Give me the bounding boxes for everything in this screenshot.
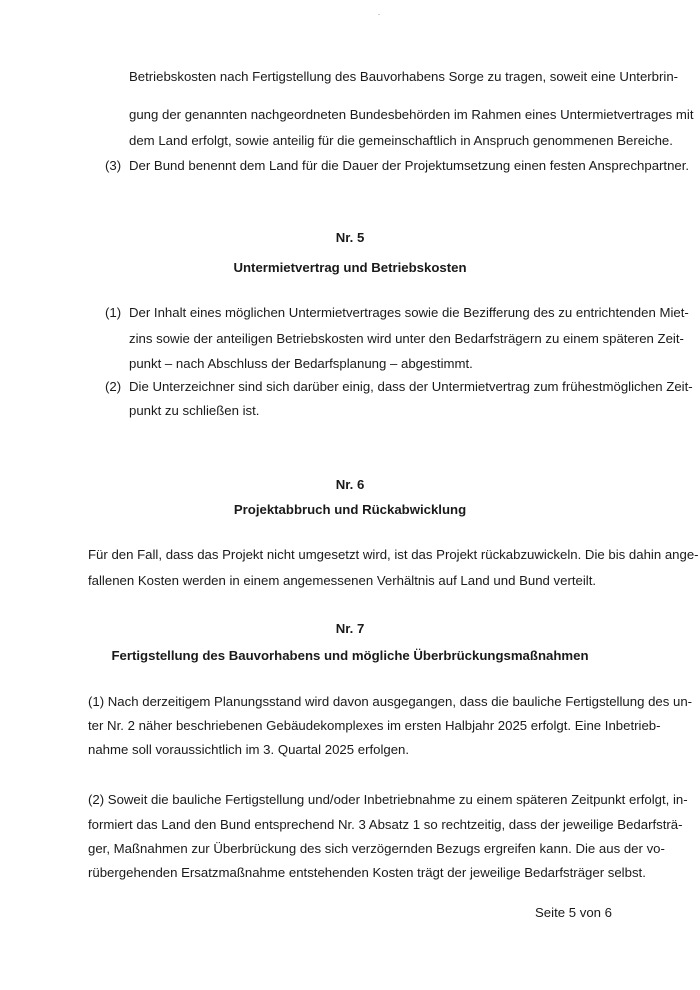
list-item-number: (3)	[105, 158, 122, 173]
scan-speck	[378, 14, 380, 15]
page-number: Seite 5 von 6	[535, 905, 612, 920]
list-item-text: punkt zu schließen ist.	[129, 403, 260, 418]
list-item-text: Die Unterzeichner sind sich darüber einig, dass der Untermietvertrag zum frühestmöglichen Zeit-	[129, 379, 693, 394]
paragraph-line: Betriebskosten nach Fertigstellung des Bauvorhabens Sorge zu tragen, soweit eine Unterbrin-	[129, 69, 679, 84]
list-item-number: (1)	[105, 305, 122, 320]
section-number: Nr. 7	[335, 621, 365, 636]
paragraph-line: formiert das Land den Bund entsprechend Nr. 3 Absatz 1 so rechtzeitig, dass der jeweilige Bedarfsträ-	[88, 817, 683, 832]
list-item-text: punkt – nach Abschluss der Bedarfsplanung – abgestimmt.	[129, 356, 473, 371]
paragraph-line: rübergehenden Ersatzmaßnahme entstehenden Kosten trägt der jeweilige Bedarfsträger selbst.	[88, 865, 646, 880]
list-item-text: zins sowie der anteiligen Betriebskosten wird unter den Bedarfsträgern zu einem späteren Zeit-	[129, 331, 684, 346]
section-title: Fertigstellung des Bauvorhabens und mögliche Überbrückungsmaßnahmen	[111, 648, 589, 663]
section-title: Projektabbruch und Rückabwicklung	[233, 502, 467, 517]
paragraph-line: ger, Maßnahmen zur Überbrückung des sich verzögernden Bezugs ergreifen kann. Die aus der vo-	[88, 841, 665, 856]
list-item-number: (2)	[105, 379, 122, 394]
paragraph-line: (2) Soweit die bauliche Fertigstellung und/oder Inbetriebnahme zu einem späteren Zeitpunkt erfolgt, in-	[88, 792, 688, 807]
paragraph-line: gung der genannten nachgeordneten Bundesbehörden im Rahmen eines Untermietvertrages mit	[129, 107, 694, 122]
paragraph-line: nahme soll voraussichtlich im 3. Quartal 2025 erfolgen.	[88, 742, 410, 757]
paragraph-line: fallenen Kosten werden in einem angemessenen Verhältnis auf Land und Bund verteilt.	[88, 573, 597, 588]
section-number: Nr. 6	[335, 477, 365, 492]
section-number: Nr. 5	[335, 230, 365, 245]
list-item-text: Der Inhalt eines möglichen Untermietvertrages sowie die Bezifferung des zu entrichtenden Miet-	[129, 305, 689, 320]
paragraph-line: (1) Nach derzeitigem Planungsstand wird davon ausgegangen, dass die bauliche Fertigstellung des un-	[88, 694, 693, 709]
paragraph-line: ter Nr. 2 näher beschriebenen Gebäudekomplexes im ersten Halbjahr 2025 erfolgt. Eine Inbetrieb-	[88, 718, 661, 733]
paragraph-line: dem Land erfolgt, sowie anteilig für die gemeinschaftlich in Anspruch genommenen Bereiche.	[129, 133, 673, 148]
list-item-text: Der Bund benennt dem Land für die Dauer der Projektumsetzung einen festen Ansprechpartner.	[129, 158, 690, 173]
paragraph-line: Für den Fall, dass das Projekt nicht umgesetzt wird, ist das Projekt rückabzuwickeln. Die bis dahin ange-	[88, 547, 699, 562]
section-title: Untermietvertrag und Betriebskosten	[233, 260, 467, 275]
